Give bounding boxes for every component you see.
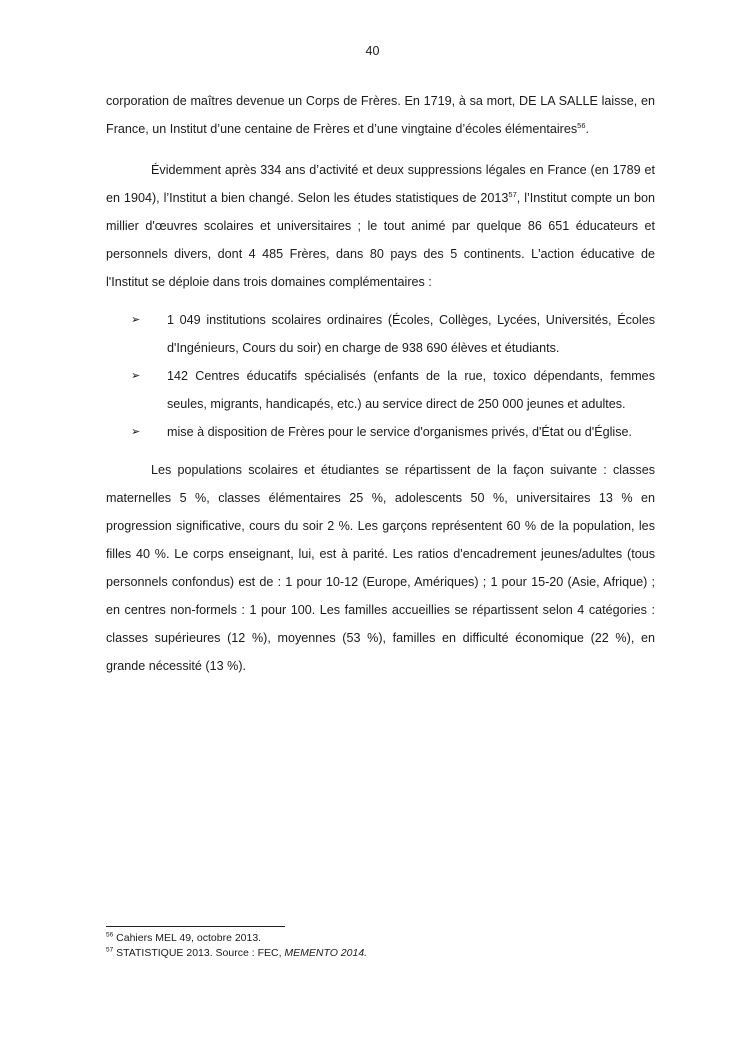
paragraph-institute-text-b: , l’Institut compte un bon millier d'œuvres scolaires et universitaires ; le tout animé par quelque 86 651 éducateurs et personnels divers, dont 4 485 Frères, dans 80 pays des 5 continents. L'action éducative de l'Institut se déploie dans trois domaines complémentaires : <box>106 191 655 289</box>
footnote-ref-56[interactable]: 56 <box>577 120 586 130</box>
paragraph-populations: Les populations scolaires et étudiantes se répartissent de la façon suivante : classes maternelles 5 %, classes élémentaires 25 %, adolescents 50 %, universitaires 13 % en progression significative, cours du soir 2 %. Les garçons représentent 60 % de la population, les filles 40 %. Le corps enseignant, lui, est à parité. Les ratios d'encadrement jeunes/adultes (tous personnels confondus) est de : 1 pour 10-12 (Europe, Amériques) ; 1 pour 15-20 (Asie, Afrique) ; en centres non-formels : 1 pour 100. Les familles accueillies se répartissent selon 4 catégories : classes supérieures (12 %), moyennes (53 %), familles en difficulté économique (22 %), en grande nécessité (13 %). <box>106 463 655 673</box>
arrow-bullet-icon: ➢ <box>131 314 141 326</box>
paragraph-history <box>106 87 655 143</box>
list-item-text: 1 049 institutions scolaires ordinaires (Écoles, Collèges, Lycées, Universités, Écoles d'Ingénieurs, Cours du soir) en charge de 938 690 élèves et étudiants. <box>167 313 655 355</box>
list-item <box>131 362 655 418</box>
footnote-divider <box>106 926 285 927</box>
list-item <box>131 418 655 446</box>
domains-list <box>106 306 655 446</box>
footnote-ref-57[interactable]: 57 <box>508 189 517 199</box>
page-number: 40 <box>365 44 380 58</box>
footnotes <box>106 931 367 961</box>
footnote-text: Cahiers MEL 49, octobre 2013. <box>116 932 262 944</box>
footnote-title: MEMENTO 2014. <box>284 947 368 959</box>
paragraph-institute-text-a: Évidemment après 334 ans d’activité et deux suppressions légales en France (en 1789 et en 1904), l’Institut a bien changé. Selon les études statistiques de 2013 <box>106 163 655 205</box>
paragraph-institute <box>106 156 655 296</box>
arrow-bullet-icon: ➢ <box>131 426 141 438</box>
footnote-text: STATISTIQUE 2013. Source : FEC, <box>116 947 285 959</box>
footnote-number: 57 <box>106 946 114 954</box>
paragraph-history-end: . <box>585 122 589 136</box>
paragraph-history-text: corporation de maîtres devenue un Corps de Frères. En 1719, à sa mort, DE LA SALLE laisse, en France, un Institut d’une centaine de Frères et d’une vingtaine d’écoles élémentaires <box>106 94 655 136</box>
list-item-text: 142 Centres éducatifs spécialisés (enfants de la rue, toxico dépendants, femmes seules, migrants, handicapés, etc.) au service direct de 250 000 jeunes et adultes. <box>167 369 655 411</box>
arrow-bullet-icon: ➢ <box>131 370 141 382</box>
list-item <box>131 306 655 362</box>
footnote-number: 56 <box>106 931 114 939</box>
footnote-57 <box>106 946 367 961</box>
list-item-text: mise à disposition de Frères pour le service d'organismes privés, d'État ou d'Église. <box>167 425 633 439</box>
body-text <box>106 87 655 680</box>
footnote-56 <box>106 931 367 946</box>
